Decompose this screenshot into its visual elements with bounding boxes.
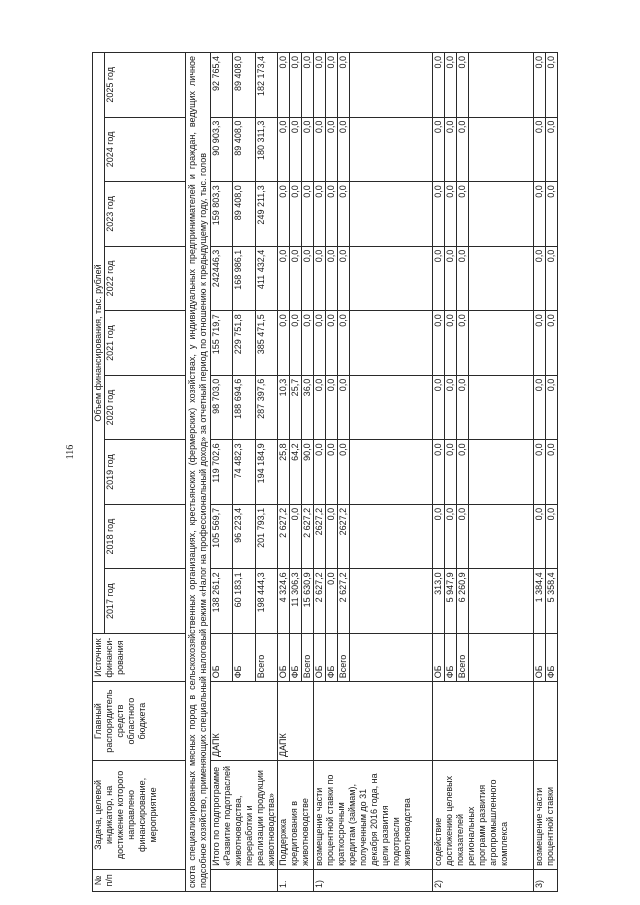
budget-table-body bbox=[186, 53, 558, 892]
filler-cell bbox=[469, 504, 534, 569]
row-value: 2 627,2 bbox=[278, 504, 290, 569]
row-value: 201 793,1 bbox=[255, 504, 277, 569]
row-value: 0,0 bbox=[534, 246, 546, 311]
row-value: 0,0 bbox=[338, 117, 350, 182]
row-value: 90,0 bbox=[302, 440, 314, 505]
row-value: 0,0 bbox=[534, 504, 546, 569]
row-value: 15 630,9 bbox=[302, 569, 314, 634]
row-number: 1) bbox=[314, 869, 433, 891]
header-no: № п/п bbox=[93, 869, 186, 891]
row-value: 188 694,6 bbox=[233, 375, 255, 440]
row-value: 249 211,3 bbox=[255, 182, 277, 247]
row-value: 0,0 bbox=[546, 246, 558, 311]
row-value: 0,0 bbox=[534, 440, 546, 505]
row-value: 0,0 bbox=[457, 246, 469, 311]
filler-cell bbox=[350, 633, 433, 681]
row-task: возмещение части процентной ставки по краткосрочным кредитам (займам), полученным до 31 декабря 2016 года, на цели развития подотрасли животноводства bbox=[314, 760, 433, 869]
filler-cell bbox=[350, 569, 433, 634]
row-value: 98 703,0 bbox=[211, 375, 233, 440]
row-value: 0,0 bbox=[534, 311, 546, 376]
row-value: 0,0 bbox=[314, 117, 326, 182]
header-source: Источник финанси-рования bbox=[93, 633, 186, 681]
table-row bbox=[278, 53, 290, 892]
row-value: 89 408,0 bbox=[233, 182, 255, 247]
row-value: 0,0 bbox=[546, 53, 558, 118]
filler-cell bbox=[469, 569, 534, 634]
row-value: 0,0 bbox=[546, 504, 558, 569]
row-value: 0,0 bbox=[314, 440, 326, 505]
row-value: 0,0 bbox=[302, 182, 314, 247]
budget-table-sheet bbox=[92, 12, 612, 892]
filler-cell bbox=[469, 182, 534, 247]
header-year: 2023 год bbox=[105, 182, 186, 247]
row-value: 60 183,1 bbox=[233, 569, 255, 634]
row-value: 0,0 bbox=[445, 440, 457, 505]
row-value: 5 358,4 bbox=[546, 569, 558, 634]
row-value: 0,0 bbox=[278, 117, 290, 182]
row-number: 2) bbox=[433, 869, 534, 891]
row-value: 0,0 bbox=[433, 375, 445, 440]
row-manager bbox=[314, 682, 433, 761]
row-value: 0,0 bbox=[290, 504, 302, 569]
row-source: ФБ bbox=[546, 633, 558, 681]
filler-cell bbox=[469, 633, 534, 681]
row-source: Всего bbox=[255, 633, 277, 681]
row-value: 89 408,0 bbox=[233, 53, 255, 118]
row-value: 0,0 bbox=[433, 117, 445, 182]
header-year: 2021 год bbox=[105, 311, 186, 376]
row-source: ОБ bbox=[433, 633, 445, 681]
row-value: 0,0 bbox=[314, 311, 326, 376]
header-volume: Объем финансирования, тыс. рублей bbox=[93, 53, 105, 634]
row-source: ОБ bbox=[211, 633, 233, 681]
row-value: 180 311,3 bbox=[255, 117, 277, 182]
row-value: 36,0 bbox=[302, 375, 314, 440]
row-value: 229 751,8 bbox=[233, 311, 255, 376]
row-value: 0,0 bbox=[278, 246, 290, 311]
row-value: 0,0 bbox=[278, 311, 290, 376]
row-value: 313,0 bbox=[433, 569, 445, 634]
row-value: 0,0 bbox=[457, 311, 469, 376]
row-value: 155 719,7 bbox=[211, 311, 233, 376]
filler-cell bbox=[350, 117, 433, 182]
row-manager: ДАПК bbox=[211, 682, 278, 761]
filler-cell bbox=[469, 53, 534, 118]
filler-cell bbox=[350, 504, 433, 569]
row-value: 2 627,2 bbox=[314, 569, 326, 634]
row-task: возмещение части процентной ставки bbox=[534, 760, 558, 869]
row-number: 1. bbox=[278, 869, 314, 891]
table-row bbox=[314, 53, 326, 892]
row-value: 0,0 bbox=[445, 375, 457, 440]
row-source: ФБ bbox=[233, 633, 255, 681]
row-value: 0,0 bbox=[433, 246, 445, 311]
filler-cell bbox=[469, 440, 534, 505]
row-task: Поддержка кредитования в животноводстве bbox=[278, 760, 314, 869]
row-value: 2 627,2 bbox=[338, 569, 350, 634]
row-value: 6 260,9 bbox=[457, 569, 469, 634]
row-value: 0,0 bbox=[546, 117, 558, 182]
row-value: 2 627,2 bbox=[302, 504, 314, 569]
budget-table bbox=[92, 52, 558, 892]
row-value: 0,0 bbox=[326, 53, 338, 118]
row-value: 0,0 bbox=[290, 53, 302, 118]
row-value: 0,0 bbox=[302, 311, 314, 376]
header-year: 2019 год bbox=[105, 440, 186, 505]
row-value: 0,0 bbox=[445, 117, 457, 182]
row-value: 0,0 bbox=[534, 375, 546, 440]
row-value: 0,0 bbox=[433, 440, 445, 505]
header-task: Задача, целевой индикатор, на достижение которого направлено финансирование, мероприятие bbox=[93, 760, 186, 869]
header-year: 2017 год bbox=[105, 569, 186, 634]
header-manager: Главный распорядитель средств областного бюджета bbox=[93, 682, 186, 761]
filler-cell bbox=[469, 311, 534, 376]
row-value: 159 803,3 bbox=[211, 182, 233, 247]
row-value: 0,0 bbox=[314, 182, 326, 247]
row-value: 0,0 bbox=[326, 117, 338, 182]
row-value: 0,0 bbox=[338, 182, 350, 247]
row-value: 0,0 bbox=[457, 53, 469, 118]
row-value: 0,0 bbox=[546, 440, 558, 505]
row-source: ОБ bbox=[534, 633, 546, 681]
row-value: 1 384,4 bbox=[534, 569, 546, 634]
row-value: 168 986,1 bbox=[233, 246, 255, 311]
header-year: 2018 год bbox=[105, 504, 186, 569]
filler-cell bbox=[469, 246, 534, 311]
row-value: 0,0 bbox=[534, 182, 546, 247]
row-value: 0,0 bbox=[445, 246, 457, 311]
row-value: 0,0 bbox=[326, 375, 338, 440]
row-number: 3) bbox=[534, 869, 558, 891]
row-value: 5 947,9 bbox=[445, 569, 457, 634]
header-year: 2022 год bbox=[105, 246, 186, 311]
row-value: 92 765,4 bbox=[211, 53, 233, 118]
row-value: 0,0 bbox=[546, 311, 558, 376]
row-manager: ДАПК bbox=[278, 682, 314, 761]
row-value: 74 482,3 bbox=[233, 440, 255, 505]
row-number bbox=[211, 869, 278, 891]
row-value: 119 702,6 bbox=[211, 440, 233, 505]
row-value: 89 408,0 bbox=[233, 117, 255, 182]
row-value: 0,0 bbox=[433, 504, 445, 569]
row-value: 0,0 bbox=[433, 182, 445, 247]
row-source: ОБ bbox=[278, 633, 290, 681]
row-value: 0,0 bbox=[445, 182, 457, 247]
row-value: 0,0 bbox=[290, 311, 302, 376]
row-value: 0,0 bbox=[326, 440, 338, 505]
filler-cell bbox=[350, 440, 433, 505]
row-value: 0,0 bbox=[326, 311, 338, 376]
table-row bbox=[211, 53, 233, 892]
row-value: 0,0 bbox=[338, 311, 350, 376]
intro-text: скота специализированных мясных пород в сельскохозяйственных организациях, крестьянских (фермерских) хозяйствах, у индивидуальных предпринимателей и граждан, ведущих личное подсобное хозяйство, применяющих специальный налоговый режим «Налог на профессиональный доход» за отчетный период по отношению к предыдущему году, тыс. голов bbox=[186, 53, 211, 892]
filler-cell bbox=[350, 182, 433, 247]
row-value: 64,2 bbox=[290, 440, 302, 505]
row-value: 0,0 bbox=[302, 117, 314, 182]
row-source: ОБ bbox=[314, 633, 326, 681]
row-value: 90 903,3 bbox=[211, 117, 233, 182]
row-manager bbox=[534, 682, 558, 761]
row-value: 0,0 bbox=[302, 53, 314, 118]
row-value: 10,3 bbox=[278, 375, 290, 440]
row-value: 0,0 bbox=[433, 311, 445, 376]
row-value: 25,8 bbox=[278, 440, 290, 505]
row-source: Всего bbox=[338, 633, 350, 681]
row-value: 0,0 bbox=[338, 246, 350, 311]
row-value: 0,0 bbox=[457, 375, 469, 440]
row-task: содействие достижению целевых показателей региональных программ развития агропромышленного комплекса bbox=[433, 760, 534, 869]
row-value: 0,0 bbox=[546, 182, 558, 247]
filler-cell bbox=[350, 53, 433, 118]
row-value: 0,0 bbox=[457, 440, 469, 505]
row-value: 0,0 bbox=[457, 504, 469, 569]
row-value: 0,0 bbox=[338, 53, 350, 118]
row-value: 0,0 bbox=[326, 246, 338, 311]
row-value: 0,0 bbox=[302, 246, 314, 311]
row-value: 0,0 bbox=[290, 246, 302, 311]
row-value: 25,7 bbox=[290, 375, 302, 440]
filler-cell bbox=[469, 375, 534, 440]
filler-cell bbox=[350, 375, 433, 440]
row-value: 411 432,4 bbox=[255, 246, 277, 311]
row-value: 0,0 bbox=[314, 53, 326, 118]
row-value: 0,0 bbox=[445, 504, 457, 569]
row-value: 242446,3 bbox=[211, 246, 233, 311]
row-value: 0,0 bbox=[445, 311, 457, 376]
row-value: 0,0 bbox=[457, 182, 469, 247]
header-year: 2020 год bbox=[105, 375, 186, 440]
row-value: 0,0 bbox=[290, 182, 302, 247]
row-source: ФБ bbox=[445, 633, 457, 681]
header-year: 2025 год bbox=[105, 53, 186, 118]
filler-cell bbox=[350, 246, 433, 311]
row-value: 0,0 bbox=[326, 504, 338, 569]
filler-cell bbox=[469, 117, 534, 182]
row-value: 0,0 bbox=[314, 246, 326, 311]
row-source: ФБ bbox=[326, 633, 338, 681]
row-source: Всего bbox=[457, 633, 469, 681]
row-value: 0,0 bbox=[278, 182, 290, 247]
row-value: 182 173,4 bbox=[255, 53, 277, 118]
row-value: 0,0 bbox=[338, 440, 350, 505]
row-value: 194 184,9 bbox=[255, 440, 277, 505]
row-value: 287 397,6 bbox=[255, 375, 277, 440]
row-source: Всего bbox=[302, 633, 314, 681]
row-value: 385 471,5 bbox=[255, 311, 277, 376]
row-value: 96 223,4 bbox=[233, 504, 255, 569]
row-value: 0,0 bbox=[338, 375, 350, 440]
row-value: 11 306,3 bbox=[290, 569, 302, 634]
row-value: 0,0 bbox=[326, 182, 338, 247]
row-value: 0,0 bbox=[326, 569, 338, 634]
row-value: 0,0 bbox=[278, 53, 290, 118]
row-value: 0,0 bbox=[457, 117, 469, 182]
row-value: 0,0 bbox=[433, 53, 445, 118]
row-value: 0,0 bbox=[534, 53, 546, 118]
row-value: 198 444,3 bbox=[255, 569, 277, 634]
row-value: 0,0 bbox=[445, 53, 457, 118]
row-manager bbox=[433, 682, 534, 761]
row-value: 105 569,7 bbox=[211, 504, 233, 569]
row-value: 4 324,6 bbox=[278, 569, 290, 634]
row-value: 138 261,2 bbox=[211, 569, 233, 634]
page-number: 116 bbox=[65, 444, 76, 460]
row-value: 2627,2 bbox=[314, 504, 326, 569]
table-row bbox=[433, 53, 445, 892]
row-value: 0,0 bbox=[314, 375, 326, 440]
table-row bbox=[534, 53, 546, 892]
row-value: 0,0 bbox=[290, 117, 302, 182]
row-value: 2627,2 bbox=[338, 504, 350, 569]
row-task: Итого по подпрограмме «Развитие подотраслей животноводства, переработки и реализации продукции животноводства» bbox=[211, 760, 278, 869]
filler-cell bbox=[350, 311, 433, 376]
row-value: 0,0 bbox=[534, 117, 546, 182]
header-year: 2024 год bbox=[105, 117, 186, 182]
row-source: ФБ bbox=[290, 633, 302, 681]
row-value: 0,0 bbox=[546, 375, 558, 440]
